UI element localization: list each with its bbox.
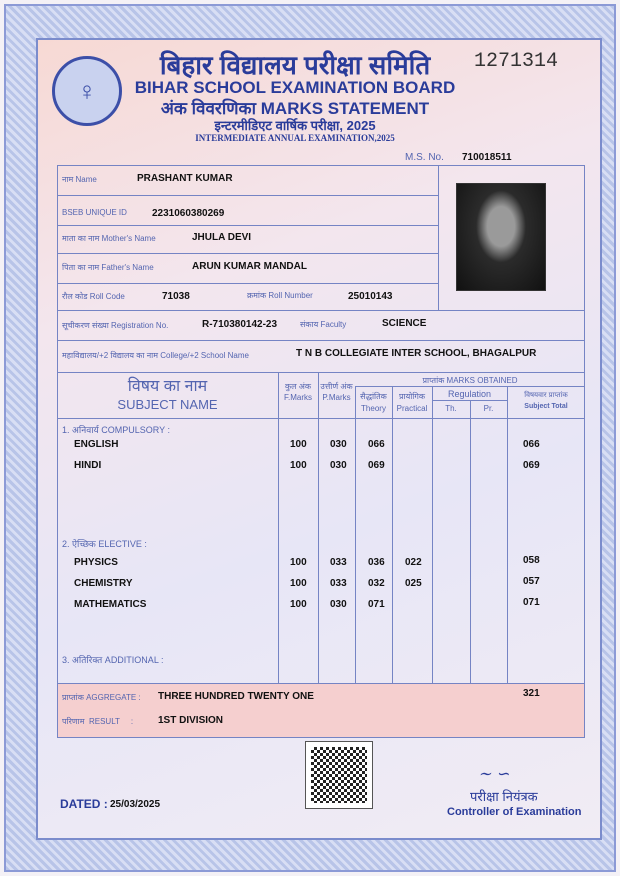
subject-name: HINDI <box>74 460 102 471</box>
subject-name: MATHEMATICS <box>74 599 147 610</box>
controller-title-hindi: परीक्षा नियंत्रक <box>470 789 538 804</box>
name-label: नाम Name <box>62 175 97 184</box>
name-value: PRASHANT KUMAR <box>137 173 233 184</box>
theory-marks: 069 <box>368 460 385 471</box>
statement-title-hindi: अंक विवरणिका <box>160 99 257 118</box>
pmarks-header: P.Marks <box>322 393 351 402</box>
college-label: महाविद्यालय/+2 विद्यालय का नाम College/+2 School Name <box>62 351 249 360</box>
full-marks: 100 <box>290 460 307 471</box>
uid-label: BSEB UNIQUE ID <box>62 208 127 217</box>
ms-no-label: M.S. No. <box>405 152 444 163</box>
practical-header: Practical <box>396 404 428 413</box>
full-marks: 100 <box>290 439 307 450</box>
theory-header-hindi: सैद्धांतिक <box>360 392 387 401</box>
subject-total: 057 <box>523 576 540 587</box>
practical-marks: 022 <box>405 557 422 568</box>
father-value: ARUN KUMAR MANDAL <box>192 261 307 272</box>
college-value: T N B COLLEGIATE INTER SCHOOL, BHAGALPUR <box>296 348 537 359</box>
pass-marks: 033 <box>330 578 347 589</box>
section-additional: 3. अतिरिक्त ADDITIONAL : <box>62 655 164 665</box>
full-marks: 100 <box>290 578 307 589</box>
result-label: परिणाम RESULT : <box>62 717 134 726</box>
subject-total-header: Subject Total <box>524 403 568 410</box>
student-photo <box>456 183 546 291</box>
board-title-hindi: बिहार विद्यालय परीक्षा समिति <box>159 50 431 80</box>
registration-value: R-710380142-23 <box>202 319 278 330</box>
subject-total: 066 <box>523 439 540 450</box>
theory-marks: 036 <box>368 557 385 568</box>
roll-number-value: 25010143 <box>348 291 393 302</box>
controller-title: Controller of Examination <box>447 806 582 818</box>
aggregate-words: THREE HUNDRED TWENTY ONE <box>158 691 314 702</box>
aggregate-label: प्राप्तांक AGGREGATE : <box>62 693 141 702</box>
mother-label: माता का नाम Mother's Name <box>62 234 156 243</box>
marks-obtained-header: प्राप्तांक MARKS OBTAINED <box>422 376 518 385</box>
regulation-header: Regulation <box>447 389 492 399</box>
serial-number: 1271314 <box>474 50 559 73</box>
theory-header: Theory <box>361 404 386 413</box>
faculty-value: SCIENCE <box>382 318 427 329</box>
subject-header: SUBJECT NAME <box>117 397 218 412</box>
ms-no-value: 710018511 <box>462 152 512 163</box>
subject-total: 071 <box>523 597 540 608</box>
registration-label: सूचीकरण संख्या Registration No. <box>62 321 169 330</box>
subject-total-header-hindi: विषयवार प्राप्तांक <box>524 392 568 399</box>
exam-title-hindi: इन्टरमीडिएट वार्षिक परीक्षा, 2025 <box>214 118 376 133</box>
date-value: 25/03/2025 <box>110 799 161 810</box>
pass-marks: 033 <box>330 557 347 568</box>
qr-code <box>305 741 373 809</box>
pass-marks: 030 <box>330 599 347 610</box>
subject-total: 069 <box>523 460 540 471</box>
result-value: 1ST DIVISION <box>158 715 224 726</box>
theory-marks: 066 <box>368 439 385 450</box>
board-title: BIHAR SCHOOL EXAMINATION BOARD <box>134 78 456 97</box>
roll-code-label: रौल कोड Roll Code <box>62 292 125 301</box>
subject-name: PHYSICS <box>74 557 118 568</box>
full-marks: 100 <box>290 599 307 610</box>
section-elective: 2. ऐच्छिक ELECTIVE : <box>62 539 147 549</box>
father-label: पिता का नाम Father's Name <box>62 263 154 272</box>
subject-header-hindi: विषय का नाम <box>127 378 208 395</box>
aggregate-value: 321 <box>523 688 540 699</box>
subject-name: CHEMISTRY <box>74 578 133 589</box>
subject-total: 058 <box>523 555 540 566</box>
theory-marks: 071 <box>368 599 385 610</box>
faculty-label: संकाय Faculty <box>300 320 347 329</box>
exam-title: INTERMEDIATE ANNUAL EXAMINATION,2025 <box>195 133 395 143</box>
regulation-th-header: Th. <box>445 404 457 413</box>
pmarks-header-hindi: उत्तीर्ण अंक <box>320 382 353 391</box>
full-marks: 100 <box>290 557 307 568</box>
regulation-pr-header: Pr. <box>483 404 494 413</box>
mother-value: JHULA DEVI <box>192 232 252 243</box>
controller-signature: ∼ ∽ <box>478 766 510 783</box>
board-seal-logo: ♀ <box>52 56 122 126</box>
uid-value: 2231060380269 <box>152 208 225 219</box>
practical-header-hindi: प्रायोगिक <box>398 392 426 401</box>
subject-name: ENGLISH <box>74 439 119 450</box>
roll-number-label: क्रमांक Roll Number <box>247 291 313 300</box>
fmarks-header-hindi: कुल अंक <box>284 382 312 391</box>
statement-title-english: MARKS STATEMENT <box>260 99 430 118</box>
section-compulsory: 1. अनिवार्य COMPULSORY : <box>62 425 170 435</box>
practical-marks: 025 <box>405 578 422 589</box>
roll-code-value: 71038 <box>162 291 190 302</box>
pass-marks: 030 <box>330 439 347 450</box>
theory-marks: 032 <box>368 578 385 589</box>
dated-label: DATED : <box>60 797 108 811</box>
fmarks-header: F.Marks <box>284 393 312 402</box>
pass-marks: 030 <box>330 460 347 471</box>
